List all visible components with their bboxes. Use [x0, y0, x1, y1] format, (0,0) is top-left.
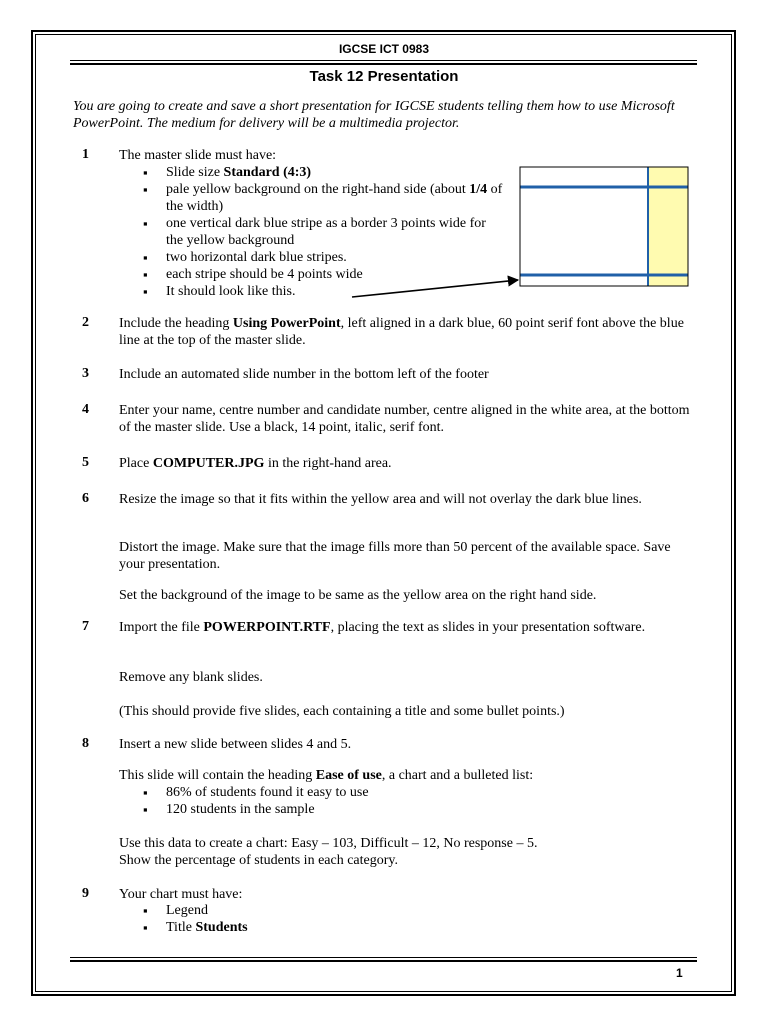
- intro-paragraph: You are going to create and save a short presentation for IGCSE students telling them how to use Microsoft PowerPoint. The medium for delivery will be a multimedia projector.: [73, 99, 675, 131]
- master-slide-diagram: [340, 160, 700, 305]
- item-4-number: 4: [82, 402, 89, 417]
- item-1-text: The master slide must have:: [119, 148, 277, 163]
- list-item: ▪ 86% of students found it easy to use: [143, 784, 369, 801]
- list-item: ▪ 120 students in the sample: [143, 801, 369, 818]
- yellow-area: [648, 167, 688, 286]
- item-8-paragraph-3: Use this data to create a chart: Easy – 103, Difficult – 12, No response – 5.: [119, 836, 538, 851]
- item-1-number: 1: [82, 147, 89, 162]
- list-item: ▪ pale yellow background on the right-hand side (about 1/4 of the width): [143, 181, 503, 215]
- task-title: Task 12 Presentation: [309, 68, 459, 85]
- item-9-number: 9: [82, 886, 89, 901]
- footer-rule-thin: [70, 957, 697, 958]
- item-6-paragraph-3: Set the background of the image to be same as the yellow area on the right hand side.: [119, 588, 597, 603]
- item-6-paragraph-1: Resize the image so that it fits within the yellow area and will not overlay the dark blue lines.: [119, 492, 642, 507]
- item-6-paragraph-2: Distort the image. Make sure that the image fills more than 50 percent of the available space. Save your presentation.: [119, 540, 671, 572]
- item-2-number: 2: [82, 315, 89, 330]
- list-item: ▪ one vertical dark blue stripe as a border 3 points wide for the yellow background: [143, 215, 503, 249]
- course-code: IGCSE ICT 0983: [338, 42, 430, 56]
- item-2-text: Include the heading Using PowerPoint, left aligned in a dark blue, 60 point serif font above the blue line at the top of the master slide.: [119, 316, 684, 348]
- item-8-paragraph-4: Show the percentage of students in each category.: [119, 853, 398, 868]
- item-7-paragraph-1: Import the file POWERPOINT.RTF, placing the text as slides in your presentation software.: [119, 620, 646, 635]
- item-9-bullets: [143, 902, 248, 936]
- list-item: ▪ Slide size Standard (4:3): [143, 164, 503, 181]
- item-7-paragraph-3: (This should provide five slides, each containing a title and some bullet points.): [119, 704, 565, 719]
- pointer-arrow: [352, 280, 518, 297]
- item-8-paragraph-2: This slide will contain the heading Ease of use, a chart and a bulleted list:: [119, 768, 534, 783]
- item-8-number: 8: [82, 736, 89, 751]
- list-item: ▪ each stripe should be 4 points wide: [143, 266, 503, 283]
- list-item: ▪ Legend: [143, 902, 248, 919]
- header-rule-thin: [70, 60, 697, 61]
- item-3-text: Include an automated slide number in the bottom left of the footer: [119, 367, 489, 382]
- list-item: ▪ Title Students: [143, 919, 248, 936]
- item-8-bullets: [143, 784, 369, 818]
- item-7-number: 7: [82, 619, 89, 634]
- list-item: ▪ It should look like this.: [143, 283, 503, 300]
- item-6-number: 6: [82, 491, 89, 506]
- item-4-text: Enter your name, centre number and candidate number, centre aligned in the white area, at the bottom of the master slide. Use a black, 14 point, italic, serif font.: [119, 403, 690, 435]
- item-7-paragraph-2: Remove any blank slides.: [119, 670, 263, 685]
- item-5-text: Place COMPUTER.JPG in the right-hand area.: [119, 456, 392, 471]
- item-5-number: 5: [82, 455, 89, 470]
- item-9-text: Your chart must have:: [119, 887, 243, 902]
- footer-rule-thick: [70, 960, 697, 962]
- item-3-number: 3: [82, 366, 89, 381]
- page-number: 1: [676, 966, 683, 980]
- header-rule-thick: [70, 63, 697, 65]
- list-item: ▪ two horizontal dark blue stripes.: [143, 249, 503, 266]
- item-8-paragraph-1: Insert a new slide between slides 4 and 5.: [119, 737, 352, 752]
